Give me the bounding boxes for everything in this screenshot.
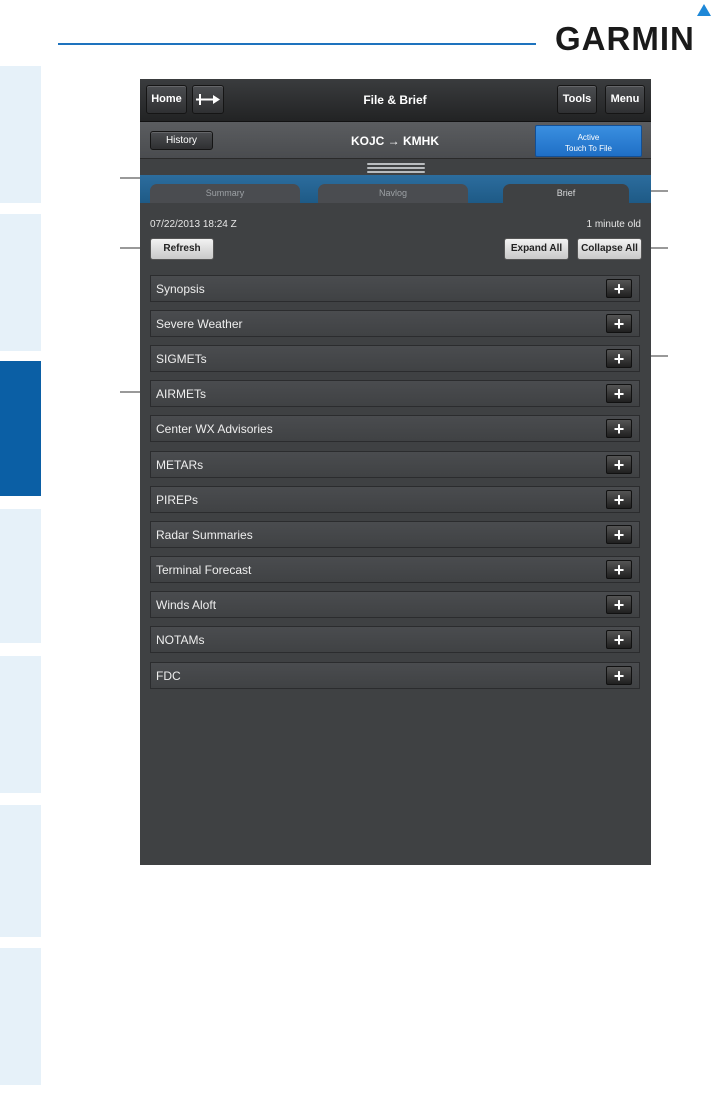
section-label: PIREPs	[156, 493, 199, 507]
expand-plus-button[interactable]: +	[606, 314, 632, 333]
section-label: Synopsis	[156, 282, 205, 296]
refresh-button[interactable]: Refresh	[150, 238, 214, 260]
expand-plus-button[interactable]: +	[606, 349, 632, 368]
section-row-severe-weather[interactable]	[150, 310, 640, 337]
expand-plus-button[interactable]: +	[606, 279, 632, 298]
section-label: AIRMETs	[156, 387, 207, 401]
expand-all-button[interactable]: Expand All	[504, 238, 569, 260]
expand-plus-button[interactable]: +	[606, 595, 632, 614]
section-row-metars[interactable]	[150, 451, 640, 478]
section-label: METARs	[156, 458, 204, 472]
section-row-terminal-forecast[interactable]	[150, 556, 640, 583]
section-label: Terminal Forecast	[156, 563, 252, 577]
active-file-button[interactable]	[535, 125, 642, 157]
expand-plus-button[interactable]: +	[606, 384, 632, 403]
section-row-fdc[interactable]	[150, 662, 640, 689]
history-button[interactable]	[150, 131, 213, 150]
section-row-notams[interactable]	[150, 626, 640, 653]
logo-text: GARMIN	[555, 20, 695, 57]
side-tab-7	[0, 948, 41, 1085]
touch-to-file-label: Touch To File	[565, 144, 612, 153]
garmin-logo	[555, 18, 723, 58]
expand-plus-button[interactable]: +	[606, 490, 632, 509]
section-row-synopsis[interactable]	[150, 275, 640, 302]
section-row-sigmets[interactable]	[150, 345, 640, 372]
section-row-radar-summaries[interactable]	[150, 521, 640, 548]
expand-plus-button[interactable]: +	[606, 666, 632, 685]
expand-plus-button[interactable]: +	[606, 525, 632, 544]
route-title: KOJC → KMHK	[350, 134, 439, 148]
tab-navlog[interactable]: Navlog	[318, 184, 468, 203]
section-label: Center WX Advisories	[156, 422, 273, 436]
expand-plus-button[interactable]: +	[606, 560, 632, 579]
direct-to-button[interactable]	[192, 85, 224, 114]
home-button[interactable]	[146, 85, 187, 114]
section-label: NOTAMs	[156, 633, 205, 647]
top-bar	[140, 79, 651, 122]
section-row-pireps[interactable]	[150, 486, 640, 513]
side-tab-1	[0, 66, 41, 203]
side-tab-2	[0, 214, 41, 351]
expand-plus-button[interactable]: +	[606, 630, 632, 649]
brief-timestamp: 07/22/2013 18:24 Z	[150, 219, 237, 230]
side-tab-6	[0, 805, 41, 937]
brief-age: 1 minute old	[586, 219, 641, 230]
drag-handle[interactable]	[367, 163, 425, 173]
tools-button[interactable]	[557, 85, 597, 114]
section-row-winds-aloft[interactable]	[150, 591, 640, 618]
home-label: Home	[151, 93, 182, 105]
route-bar	[140, 122, 651, 159]
section-label: SIGMETs	[156, 352, 207, 366]
section-row-airmets[interactable]	[150, 380, 640, 407]
side-tab-4	[0, 509, 41, 643]
section-label: FDC	[156, 669, 181, 683]
menu-button[interactable]	[605, 85, 645, 114]
menu-label: Menu	[610, 93, 640, 105]
section-label: Severe Weather	[156, 317, 243, 331]
device-screen	[140, 79, 651, 865]
header-rule	[58, 43, 536, 45]
section-label: Radar Summaries	[156, 528, 253, 542]
tab-summary[interactable]: Summary	[150, 184, 300, 203]
expand-plus-button[interactable]: +	[606, 419, 632, 438]
history-label: History	[165, 135, 198, 146]
tools-label: Tools	[562, 93, 592, 105]
tab-bar	[140, 175, 651, 203]
side-tab-3-active	[0, 361, 41, 496]
page-title: File & Brief	[363, 93, 427, 107]
section-label: Winds Aloft	[156, 598, 217, 612]
logo-triangle-icon	[697, 4, 711, 16]
collapse-all-button[interactable]: Collapse All	[577, 238, 642, 260]
expand-plus-button[interactable]: +	[606, 455, 632, 474]
active-label: Active	[577, 133, 600, 142]
side-tab-5	[0, 656, 41, 793]
tab-brief[interactable]: Brief	[503, 184, 629, 203]
section-row-center-wx[interactable]	[150, 415, 640, 442]
direct-to-icon	[193, 86, 223, 113]
